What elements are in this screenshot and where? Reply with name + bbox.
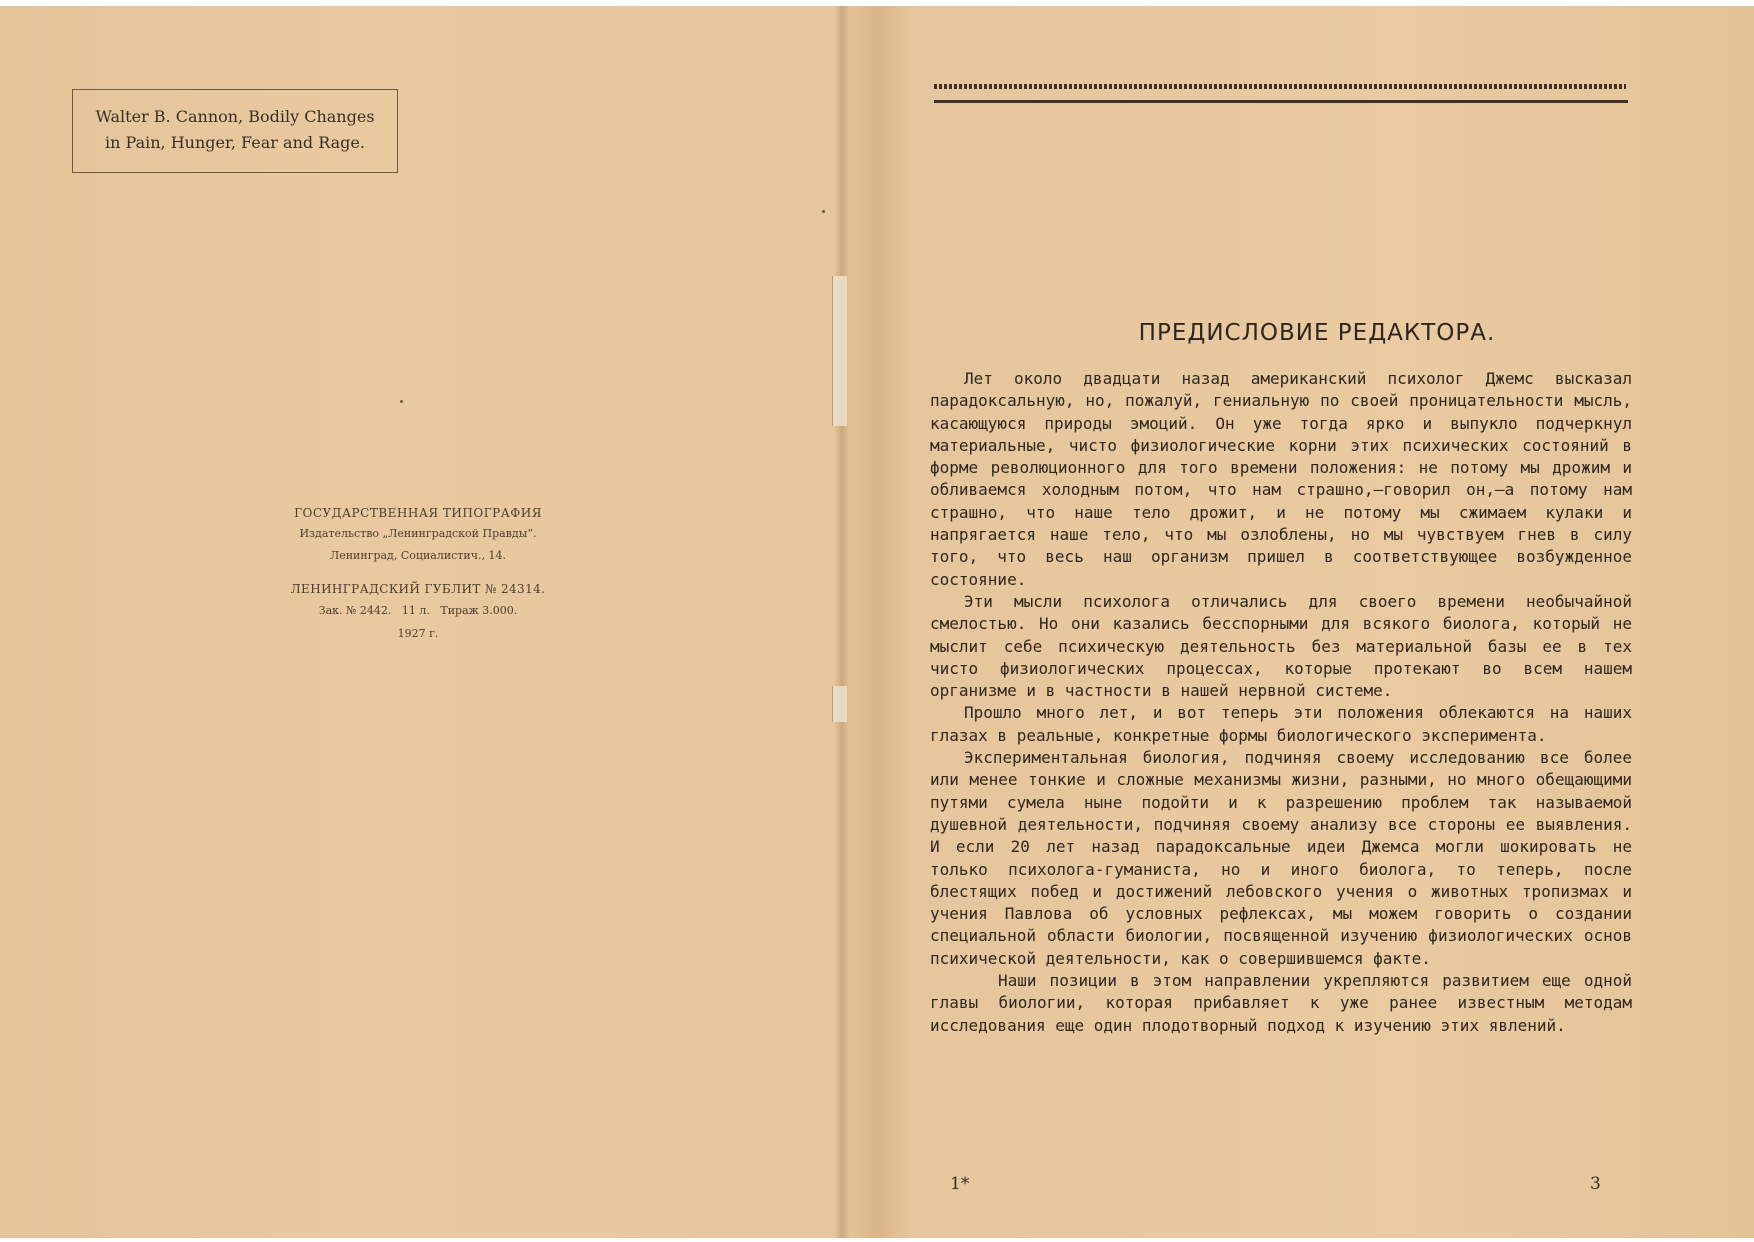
paragraph: Эти мысли психолога отличались для своего времени необычайной смелостью. Но они казались бесспорными для всякого биолога, который не мыслит себе психическую деятельность без материальной базы ее в тех чисто физиологических процессах, которые протекают во всем нашем организме и в частности в нашей нервной системе. [930,591,1632,701]
source-citation-line1: Walter B. Cannon, Bodily Changes [95,107,375,126]
paragraph: Наши позиции в этом направлении укрепляются развитием еще одной главы биологии, которая прибавляет к уже ранее известным методам исследования еще один плодотворный подход к изучению этих явлений. [930,971,1632,1035]
imprint-block [238,503,598,645]
paragraph: Экспериментальная биология, подчиняя своему исследованию все более или менее тонкие и сложные механизмы жизни, разными, но много обещающими путями сумела ныне подойти и к разрешению проблем так называемой душевной деятельности, подчиняя своему анализу все стороны ее выявления. И если 20 лет назад парадоксальные идеи Джемса могли шокировать не только психолога-гуманиста, но и иного биолога, то теперь, после блестящих побед и достижений лебовского учения о животных тропизмах и учения Павлова об условных рефлексах, мы можем говорить о создании специальной области биологии, посвященной изучению физиологических основ психической деятельности, как о совершившемся факте. [930,748,1632,968]
signature-mark: 1* [950,1174,970,1194]
header-solid-rule [934,100,1628,103]
paragraph: Прошло много лет, и вот теперь эти положения облекаются на наших глазах в реальные, конкретные формы биологического эксперимента. [930,703,1632,745]
preface-body [930,368,1632,1037]
right-page [850,6,1754,1238]
source-citation-box [72,89,398,173]
imprint-address: Ленинград, Социалистич., 14. [330,549,506,562]
header-dotted-rule [934,84,1626,89]
imprint-publisher: Издательство „Ленинградской Правды“. [299,527,537,540]
page-heading: ПРЕДИСЛОВИЕ РЕДАКТОРА. [1138,320,1496,346]
book-spread [0,6,1754,1238]
paper-speck [400,400,403,403]
imprint-censor: ЛЕНИНГРАДСКИЙ ГУБЛИТ № 24314. [290,582,546,596]
imprint-order: Зак. № 2442. 11 л. Тираж 3.000. [318,604,518,617]
page-number: 3 [1590,1174,1601,1194]
paragraph: Лет около двадцати назад американский психолог Джемс высказал парадоксальную, но, пожалуй, гениальную по своей проницательности мысль, касающуюся природы эмоций. Он уже тогда ярко и выпукло подчеркнул материальные, чисто физиологические корни этих психических состояний в форме революционного для того времени положения: не потому мы дрожим и обливаемся холодным потом, что нам страшно,—говорил он,—а потому нам страшно, что наше тело дрожит, и не потому мы сжимаем кулаки и напрягается наше тело, что мы озлоблены, но мы чувствуем гнев в силу того, что весь наш организм пришел в соответствующее возбужденное состояние. [930,369,1632,589]
source-citation-line2: in Pain, Hunger, Fear and Rage. [105,133,365,152]
paper-speck [822,210,825,213]
imprint-year: 1927 г. [397,627,439,640]
imprint-printer: ГОСУДАРСТВЕННАЯ ТИПОГРАФИЯ [294,506,542,520]
left-page [0,6,840,1238]
